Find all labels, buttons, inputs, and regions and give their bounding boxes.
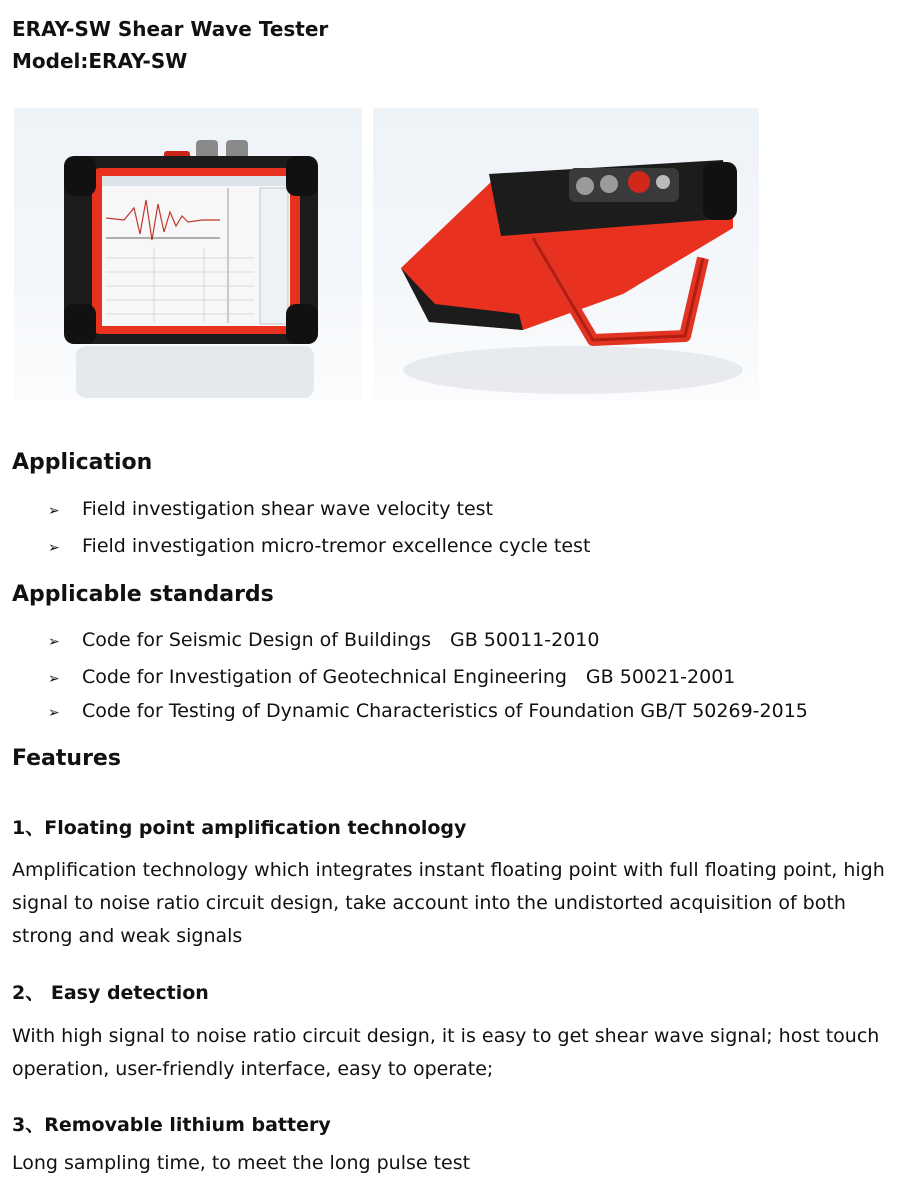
standard-item — [48, 666, 735, 688]
feature-title: 3、Removable lithium battery — [12, 1114, 331, 1136]
device-angled-illustration — [373, 108, 759, 400]
arrow-bullet-icon: ➢ — [48, 671, 60, 687]
product-photo-front — [14, 108, 362, 400]
feature-title: 2、 Easy detection — [12, 982, 209, 1004]
standard-item-label: Code for Seismic Design of Buildings GB 50011-2010 — [82, 629, 600, 651]
application-item-label: Field investigation micro-tremor excellence cycle test — [82, 535, 591, 557]
feature-title: 1、Floating point amplification technology — [12, 817, 467, 839]
standard-item — [48, 700, 808, 722]
application-item — [48, 498, 493, 520]
application-heading: Application — [12, 450, 153, 475]
standard-item-label: Code for Testing of Dynamic Characteristics of Foundation GB/T 50269-2015 — [82, 700, 808, 722]
standard-item — [48, 629, 599, 651]
standard-item-label: Code for Investigation of Geotechnical Engineering GB 50021-2001 — [82, 666, 736, 688]
feature-text: Amplification technology which integrates instant floating point with full floating point, high signal to noise ratio circuit design, take account into the undistorted acquisition of both strong and weak signals — [12, 859, 885, 947]
application-item-label: Field investigation shear wave velocity test — [82, 498, 493, 520]
product-title: ERAY-SW Shear Wave Tester — [12, 17, 329, 41]
feature-text: Long sampling time, to meet the long pulse test — [12, 1152, 471, 1174]
feature-text: With high signal to noise ratio circuit design, it is easy to get shear wave signal; host touch operation, user-friendly interface, easy to operate; — [12, 1025, 880, 1080]
standards-heading: Applicable standards — [12, 582, 274, 607]
arrow-bullet-icon: ➢ — [48, 540, 60, 556]
product-photo-angled — [373, 108, 759, 400]
arrow-bullet-icon: ➢ — [48, 634, 60, 650]
arrow-bullet-icon: ➢ — [48, 705, 60, 721]
model-label: Model:ERAY-SW — [12, 49, 188, 73]
application-item — [48, 535, 590, 557]
features-heading: Features — [12, 746, 121, 771]
device-front-illustration — [14, 108, 362, 400]
arrow-bullet-icon: ➢ — [48, 503, 60, 519]
